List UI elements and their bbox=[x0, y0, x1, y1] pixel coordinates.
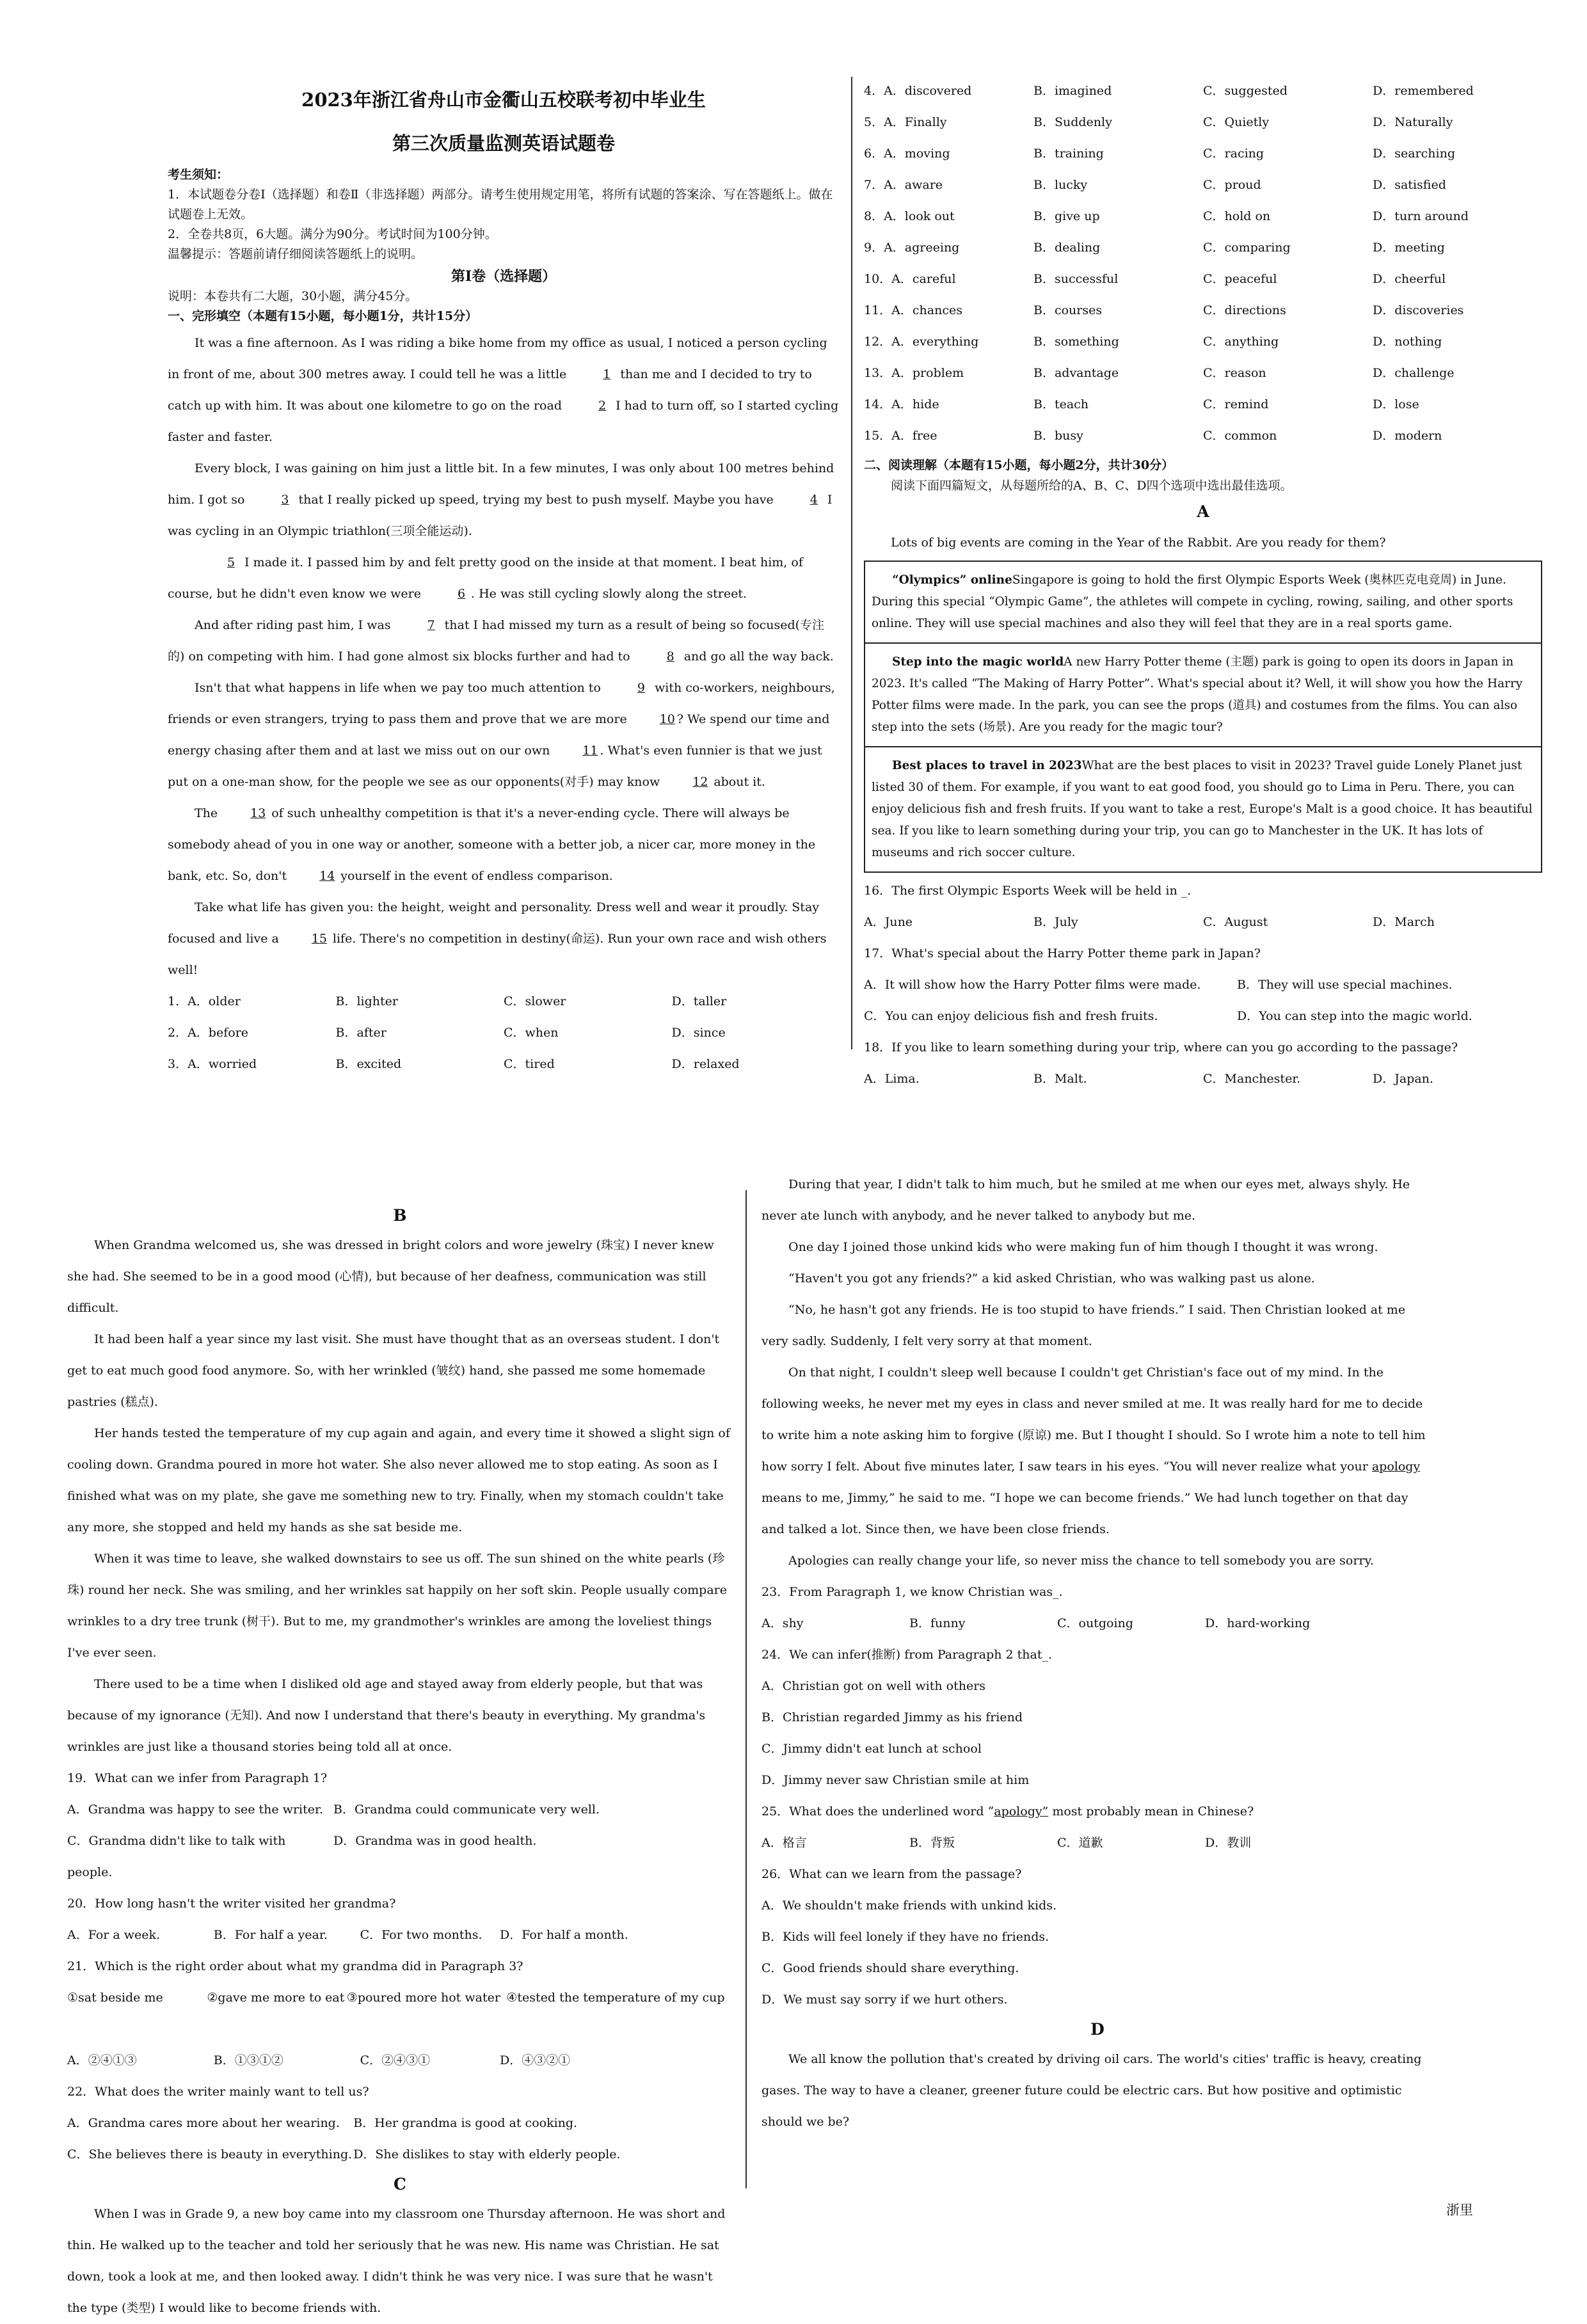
notice-item-2: 2．全卷共8页，6大题。满分为90分。考试时间为100分钟。 bbox=[168, 227, 497, 241]
option: B．advantage bbox=[1033, 366, 1119, 380]
option: C．peaceful bbox=[1203, 272, 1277, 286]
option: D．satisfied bbox=[1373, 178, 1446, 192]
paragraph: On that night, I couldn't sleep well because I couldn't get Christian's face out of my mind. In the following weeks, he never met my eyes in class and never smiled at me. It was really hard for me to decide to write him a note asking him to forgive (原谅) me. But I thought I should. So I wrote him a note to tell him how sorry I felt. About five minutes later, I saw tears in his eyes. “You will never realize what your apology means to me, Jimmy,” he said to me. “I hope we can become friends.” We had lunch together on that day and talked a lot. Since then, we have been close friends. bbox=[762, 1365, 1426, 1536]
option: B．dealing bbox=[1033, 241, 1101, 255]
option: B．Malt. bbox=[1033, 1072, 1087, 1086]
option: 9．A．agreeing bbox=[864, 241, 960, 255]
answer-options bbox=[864, 969, 1542, 1001]
cloze-option-row bbox=[864, 420, 1542, 452]
event-box: Step into the magic worldA new Harry Potter theme (主题) park is going to open its doors in Japan in 2023. It's called “The Making of Harry Potter”. What's special about it? Well, it will show you how the Harry Potter films were made. In the park, you can see the props (道具) and costumes from the films. You can also step into the sets (场景). Are you ready for the magic tour? bbox=[864, 644, 1542, 747]
answer-options bbox=[67, 2045, 733, 2076]
option: D．March bbox=[1373, 915, 1435, 929]
option: D．For half a month. bbox=[499, 1928, 628, 1942]
cloze-option-row bbox=[864, 264, 1542, 295]
notice-heading: 考生须知： bbox=[168, 168, 229, 182]
option: C．common bbox=[1203, 429, 1277, 443]
option: D．cheerful bbox=[1373, 272, 1446, 286]
option: C．comparing bbox=[1203, 241, 1291, 255]
cloze-paragraph-4: And after riding past him, I was 7 that I had missed my turn as a result of being so focused(专注的) on competing with him. I had gone almost six blocks further and had to 8 and go all the way back. bbox=[168, 610, 840, 673]
question-25: 25．What does the underlined word “apology” most probably mean in Chinese? bbox=[762, 1804, 1254, 1819]
blank-13: 13 bbox=[250, 806, 266, 820]
option: D．discoveries bbox=[1373, 303, 1464, 317]
option: D．lose bbox=[1373, 397, 1419, 411]
event-box: “Olympics” onlineSingapore is going to hold the first Olympic Esports Week (奥林匹克电竞周) in June. During this special “Olympic Game”, the athletes will compete in cycling, rowing, sailing, and other sports online. They will use special machines and also they will feel that they are in a real sports game. bbox=[864, 561, 1542, 644]
cloze-option-row bbox=[864, 232, 1542, 264]
question-21: 21．Which is the right order about what my grandma did in Paragraph 3? bbox=[67, 1959, 523, 1973]
blank-5: 5 bbox=[227, 555, 235, 569]
option: D．searching bbox=[1373, 147, 1455, 161]
question-22: 22．What does the writer mainly want to tell us? bbox=[67, 2085, 369, 2099]
option: D．教训 bbox=[1205, 1836, 1252, 1850]
event-heading: Best places to travel in 2023 bbox=[892, 759, 1082, 772]
option: A．shy bbox=[762, 1616, 804, 1630]
cloze-paragraph-6: The 13 of such unhealthy competition is that it's a never-ending cycle. There will always be somebody ahead of you in one way or another, someone with a better job, a nicer car, more money in the bank, etc. So, don't 14 yourself in the event of endless comparison. bbox=[168, 798, 840, 892]
option: B．funny bbox=[909, 1616, 966, 1630]
option: B．after bbox=[335, 1026, 387, 1040]
underlined-word: apology bbox=[1371, 1460, 1421, 1474]
option: C．anything bbox=[1203, 335, 1279, 349]
order-item: ③poured more hot water bbox=[346, 1991, 500, 2005]
option: D．Jimmy never saw Christian smile at him bbox=[762, 1773, 1030, 1787]
option: D．relaxed bbox=[671, 1057, 740, 1071]
option: B．training bbox=[1033, 147, 1104, 161]
option: 12．A．everything bbox=[864, 335, 979, 349]
question-16: 16．The first Olympic Esports Week will be held in _. bbox=[864, 884, 1192, 898]
option: D．She dislikes to stay with elderly people. bbox=[353, 2147, 621, 2161]
option: B．excited bbox=[335, 1057, 402, 1071]
bottom-left-column bbox=[67, 1202, 733, 2324]
option: C．Manchester. bbox=[1203, 1072, 1301, 1086]
event-heading: Step into the magic world bbox=[892, 655, 1064, 669]
option: 6．A．moving bbox=[864, 147, 950, 161]
option: D．Naturally bbox=[1373, 115, 1453, 129]
column-divider bbox=[746, 1190, 747, 2188]
option: B．successful bbox=[1033, 272, 1119, 286]
option: C．slower bbox=[504, 994, 566, 1008]
option: 14．A．hide bbox=[864, 397, 939, 411]
option: D．meeting bbox=[1373, 241, 1445, 255]
option: D．④③②① bbox=[499, 2053, 571, 2067]
paragraph: We all know the pollution that's created by driving oil cars. The world's cities' traffic is heavy, creating gases. The way to have a cleaner, greener future could be electric cars. But how positive and optimistic should we be? bbox=[762, 2052, 1422, 2129]
exam-title-line2: 第三次质量监测英语试题卷 bbox=[392, 132, 615, 154]
option: B．They will use special machines. bbox=[1237, 978, 1453, 992]
cloze-option-row bbox=[864, 201, 1542, 232]
option: C．Grandma didn't like to talk with people. bbox=[67, 1834, 286, 1879]
paragraph: It had been half a year since my last visit. She must have thought that as an overseas student. I don't get to eat much good food anymore. So, with her wrinkled (皱纹) hand, she passed me some homemade pastries (糕点). bbox=[67, 1332, 720, 1409]
reading-instruction: 阅读下面四篇短文，从每题所给的A、B、C、D四个选项中选出最佳选项。 bbox=[891, 479, 1293, 493]
option: 7．A．aware bbox=[864, 178, 943, 192]
option: B．Grandma could communicate very well. bbox=[333, 1803, 600, 1817]
order-item: ④tested the temperature of my cup bbox=[506, 1991, 725, 2005]
blank-6: 6 bbox=[457, 587, 466, 601]
paragraph: There used to be a time when I disliked old age and stayed away from elderly people, but that was because of my ignorance (无知). And now I understand that there's beauty in everything. My grandma's wrinkles are just like a thousand stories being told all at once. bbox=[67, 1677, 706, 1754]
cloze-option-row bbox=[864, 295, 1542, 326]
blank-14: 14 bbox=[319, 869, 335, 883]
notice-tip: 温馨提示：答题前请仔细阅读答题纸上的说明。 bbox=[168, 247, 424, 261]
paragraph: “No, he hasn't got any friends. He is too stupid to have friends.” I said. Then Christian looked at me very sadly. Suddenly, I felt very sorry at that moment. bbox=[762, 1303, 1406, 1348]
option: B．Christian regarded Jimmy as his friend bbox=[762, 1710, 1023, 1724]
order-item: ②gave me more to eat bbox=[207, 1991, 345, 2005]
blank-9: 9 bbox=[637, 681, 645, 695]
option: C．outgoing bbox=[1057, 1616, 1133, 1630]
option: B．something bbox=[1033, 335, 1119, 349]
option: 8．A．look out bbox=[864, 209, 955, 223]
footer-mark: 浙里 bbox=[1446, 2202, 1473, 2218]
paragraph: One day I joined those unkind kids who were making fun of him though I thought it was wrong. bbox=[788, 1240, 1378, 1254]
option: 15．A．free bbox=[864, 429, 937, 443]
part1-desc: 说明：本卷共有二大题，30小题，满分45分。 bbox=[168, 289, 418, 303]
option: 4．A．discovered bbox=[864, 84, 972, 98]
option: D．nothing bbox=[1373, 335, 1442, 349]
cloze-option-row bbox=[864, 107, 1542, 138]
cloze-paragraph-5: Isn't that what happens in life when we pay too much attention to 9 with co-workers, neighbours, friends or even strangers, trying to pass them and prove that we are more 10 ? We spend our time and energy chasing after them and at last we miss out on our own 11 . What's even funnier is that we just put on a one-man show, for the people we see as our opponents(对手) may know 12 about it. bbox=[168, 673, 840, 798]
option: 3．A．worried bbox=[168, 1057, 257, 1071]
question-20: 20．How long hasn't the writer visited her grandma? bbox=[67, 1897, 396, 1911]
option: C．道歉 bbox=[1057, 1836, 1103, 1850]
option: D．Grandma was in good health. bbox=[333, 1834, 537, 1848]
section-reading-title: 二、阅读理解（本题有15小题，每小题2分，共计30分） bbox=[864, 458, 1174, 472]
option: B．imagined bbox=[1033, 84, 1112, 98]
option: A．June bbox=[864, 915, 913, 929]
option: D．remembered bbox=[1373, 84, 1474, 98]
option: 10．A．careful bbox=[864, 272, 956, 286]
paragraph: Apologies can really change your life, so never miss the chance to tell somebody you are sorry. bbox=[788, 1554, 1374, 1568]
paragraph: When Grandma welcomed us, she was dressed in bright colors and wore jewelry (珠宝) I never knew she had. She seemed to be in a good mood (心情), but because of her deafness, communication was still difficult. bbox=[67, 1238, 714, 1315]
option: A．For a week. bbox=[67, 1928, 161, 1942]
top-right-column bbox=[864, 76, 1542, 1095]
option: A．Grandma cares more about her wearing. bbox=[67, 2116, 340, 2130]
question-18: 18．If you like to learn something during your trip, where can you go according to the passage? bbox=[864, 1040, 1458, 1055]
event-heading: “Olympics” online bbox=[892, 573, 1012, 587]
column-divider bbox=[851, 77, 852, 1049]
passage-a-label: A bbox=[1197, 502, 1209, 521]
option: B．①③①② bbox=[213, 2053, 283, 2067]
passage-b-label: B bbox=[393, 1206, 407, 1225]
order-item: ①sat beside me bbox=[67, 1991, 163, 2005]
option: C．②④③① bbox=[360, 2053, 431, 2067]
top-left-column bbox=[168, 78, 840, 1080]
option: 13．A．problem bbox=[864, 366, 964, 380]
option: D．challenge bbox=[1373, 366, 1455, 380]
passage-d-label: D bbox=[1090, 2020, 1105, 2039]
answer-options bbox=[67, 2108, 733, 2139]
option: D．since bbox=[671, 1026, 726, 1040]
question-24: 24．We can infer(推断) from Paragraph 2 that_. bbox=[762, 1648, 1053, 1662]
paragraph: “Haven't you got any friends?” a kid asked Christian, who was walking past us alone. bbox=[788, 1271, 1315, 1285]
option: C．proud bbox=[1203, 178, 1261, 192]
section-cloze-title: 一、完形填空（本题有15小题，每小题1分，共计15分） bbox=[168, 309, 478, 323]
question-17: 17．What's special about the Harry Potter theme park in Japan? bbox=[864, 946, 1261, 960]
cloze-option-row bbox=[168, 1049, 840, 1080]
option: B．Her grandma is good at cooking. bbox=[353, 2116, 578, 2130]
option: C．remind bbox=[1203, 397, 1269, 411]
option: D．taller bbox=[671, 994, 727, 1008]
part1-title: 第Ⅰ卷（选择题） bbox=[451, 268, 557, 285]
blank-15: 15 bbox=[311, 932, 327, 946]
order-items bbox=[67, 1982, 733, 2014]
cloze-option-row bbox=[864, 76, 1542, 107]
exam-title-line1: 2023年浙江省舟山市金衢山五校联考初中毕业生 bbox=[301, 89, 706, 111]
underlined-word: apology” bbox=[994, 1804, 1049, 1819]
blank-11: 11 bbox=[582, 744, 598, 758]
blank-7: 7 bbox=[427, 618, 435, 632]
option: D．hard-working bbox=[1205, 1616, 1311, 1630]
answer-options bbox=[864, 907, 1542, 938]
option: C．She believes there is beauty in everything. bbox=[67, 2147, 353, 2161]
cloze-paragraph-2: Every block, I was gaining on him just a little bit. In a few minutes, I was only about 100 metres behind him. I got so 3 that I really picked up speed, trying my best to push myself. Maybe you have 4 I was cycling in an Olympic triathlon(三项全能运动). bbox=[168, 461, 834, 538]
option: A．It will show how the Harry Potter films were made. bbox=[864, 978, 1201, 992]
option: C．Quietly bbox=[1203, 115, 1270, 129]
cloze-option-row bbox=[168, 1017, 840, 1049]
option: 2．A．before bbox=[168, 1026, 249, 1040]
option: 1．A．older bbox=[168, 994, 241, 1008]
answer-options bbox=[67, 1794, 733, 1826]
option: C．tired bbox=[504, 1057, 555, 1071]
option: B．Kids will feel lonely if they have no friends. bbox=[762, 1930, 1049, 1944]
option: B．lighter bbox=[335, 994, 398, 1008]
paragraph: When it was time to leave, she walked downstairs to see us off. The sun shined on the white pearls (珍珠) round her neck. She was smiling, and her wrinkles sat happily on her soft skin. People usually compare wrinkles to a dry tree trunk (树干). But to me, my grandmother's wrinkles are among the loveliest things I've ever seen. bbox=[67, 1552, 727, 1660]
notice-item-1: 1．本试题卷分卷Ⅰ（选择题）和卷Ⅱ（非选择题）两部分。请考生使用规定用笔，将所有试题的答案涂、写在答题纸上。做在试题卷上无效。 bbox=[168, 187, 833, 221]
option: A．Lima. bbox=[864, 1072, 920, 1086]
option: A．Grandma was happy to see the writer. bbox=[67, 1803, 324, 1817]
option: D．modern bbox=[1373, 429, 1442, 443]
option: C．suggested bbox=[1203, 84, 1288, 98]
blank-3: 3 bbox=[281, 493, 289, 507]
option: B．Suddenly bbox=[1033, 115, 1112, 129]
option: B．背叛 bbox=[909, 1836, 955, 1850]
option: B．lucky bbox=[1033, 178, 1088, 192]
cloze-option-row bbox=[864, 326, 1542, 358]
blank-2: 2 bbox=[598, 399, 607, 413]
answer-options bbox=[762, 1827, 1433, 1859]
cloze-paragraph-3: 5 I made it. I passed him by and felt pretty good on the inside at that moment. I beat him, of course, but he didn't even know we were 6 . He was still cycling slowly along the street. bbox=[168, 547, 840, 610]
blank-1: 1 bbox=[603, 367, 611, 381]
paragraph: During that year, I didn't talk to him much, but he smiled at me when our eyes met, always shyly. He never ate lunch with anybody, and he never talked to anybody but me. bbox=[762, 1177, 1410, 1223]
event-box: Best places to travel in 2023What are the best places to visit in 2023? Travel guide Lonely Planet just listed 30 of them. For example, if you want to eat good food, you should go to Lima in Peru. There, you can enjoy delicious fish and fresh fruits. If you want to take a rest, Europe's Malt is a good choice. It has beautiful sea. If you like to learn something during your trip, you can go to Manchester in the UK. It has lots of museums and rich soccer culture. bbox=[864, 747, 1542, 873]
option: C．For two months. bbox=[360, 1928, 482, 1942]
option: C．hold on bbox=[1203, 209, 1271, 223]
answer-options bbox=[864, 1063, 1542, 1095]
answer-options bbox=[67, 2139, 733, 2170]
option: C．Good friends should share everything. bbox=[762, 1961, 1019, 1975]
option: D．turn around bbox=[1373, 209, 1469, 223]
question-23: 23．From Paragraph 1, we know Christian was_. bbox=[762, 1585, 1063, 1599]
blank-8: 8 bbox=[666, 649, 674, 664]
option: B．give up bbox=[1033, 209, 1100, 223]
question-19: 19．What can we infer from Paragraph 1? bbox=[67, 1771, 328, 1785]
option: A．Christian got on well with others bbox=[762, 1679, 986, 1693]
option: C．reason bbox=[1203, 366, 1266, 380]
option: A．②④①③ bbox=[67, 2053, 137, 2067]
option: C．August bbox=[1203, 915, 1268, 929]
answer-options bbox=[67, 1826, 733, 1888]
paragraph: When I was in Grade 9, a new boy came into my classroom one Thursday afternoon. He was short and thin. He walked up to the teacher and told her seriously that he was new. His name was Christian. He sat down, took a look at me, and then looked away. I didn't think he was very nice. I was sure that he wasn't the type (类型) I would like to become friends with. bbox=[67, 2207, 726, 2315]
paragraph: Her hands tested the temperature of my cup again and again, and every time it showed a slight sign of cooling down. Grandma poured in more hot water. She also never allowed me to stop eating. As soon as I finished what was on my plate, she gave me something new to try. Finally, when my stomach couldn't take any more, she stopped and held my hands as she sat beside me. bbox=[67, 1426, 730, 1534]
question-26: 26．What can we learn from the passage? bbox=[762, 1867, 1022, 1881]
cloze-paragraph-1: It was a fine afternoon. As I was riding a bike home from my office as usual, I noticed a person cycling in front of me, about 300 metres away. I could tell he was a little 1 than me and I decided to try to catch up with him. It was about one kilometre to go on the road 2 I had to turn off, so I started cycling faster and faster. bbox=[168, 336, 839, 444]
blank-4: 4 bbox=[809, 493, 818, 507]
option: A．格言 bbox=[762, 1836, 807, 1850]
option: B．courses bbox=[1033, 303, 1103, 317]
cloze-option-row bbox=[864, 170, 1542, 201]
answer-options bbox=[762, 1608, 1433, 1639]
bottom-right-column bbox=[762, 1169, 1433, 2138]
option: D．You can step into the magic world. bbox=[1237, 1009, 1472, 1023]
answer-options bbox=[67, 1920, 733, 1951]
cloze-option-row bbox=[864, 138, 1542, 170]
option: D．Japan. bbox=[1373, 1072, 1433, 1086]
option: C．Jimmy didn't eat lunch at school bbox=[762, 1742, 982, 1756]
passage-a-intro: Lots of big events are coming in the Year of the Rabbit. Are you ready for them? bbox=[891, 536, 1386, 550]
option: B．For half a year. bbox=[213, 1928, 328, 1942]
option: C．You can enjoy delicious fish and fresh fruits. bbox=[864, 1009, 1158, 1023]
cloze-paragraph-7: Take what life has given you: the height, weight and personality. Dress well and wear it proudly. Stay focused and live a 15 life. There's no competition in destiny(命运). Run your own race and wish others well! bbox=[168, 900, 827, 977]
blank-10: 10 bbox=[659, 712, 675, 726]
option: 5．A．Finally bbox=[864, 115, 947, 129]
answer-options bbox=[864, 1001, 1542, 1032]
option: C．racing bbox=[1203, 147, 1264, 161]
cloze-option-row bbox=[864, 358, 1542, 389]
passage-c-label: C bbox=[394, 2175, 406, 2193]
cloze-option-row bbox=[168, 986, 840, 1017]
blank-12: 12 bbox=[692, 775, 708, 789]
option: B．teach bbox=[1033, 397, 1089, 411]
option: 11．A．chances bbox=[864, 303, 962, 317]
option: A．We shouldn't make friends with unkind kids. bbox=[762, 1898, 1057, 1913]
option: B．July bbox=[1033, 915, 1078, 929]
option: C．when bbox=[504, 1026, 559, 1040]
cloze-option-row bbox=[864, 389, 1542, 420]
option: C．directions bbox=[1203, 303, 1286, 317]
option: B．busy bbox=[1033, 429, 1083, 443]
option: D．We must say sorry if we hurt others. bbox=[762, 1993, 1008, 2007]
